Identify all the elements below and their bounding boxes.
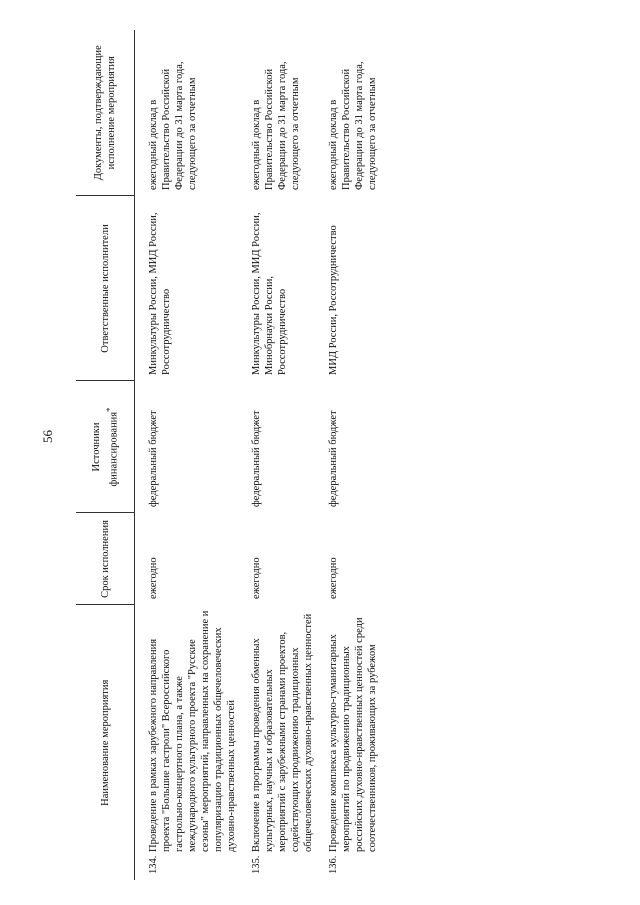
cell-source: федеральный бюджет xyxy=(251,410,262,507)
cell-exec: Минкультуры России, МИД России, Минобрнауки России, Россотрудничество xyxy=(251,212,288,375)
row-number: 136. xyxy=(328,855,339,874)
row-name: Проведение в рамках зарубежного направления проекта "Большие гастроли" Всероссийского гастрольно-концертного плана, а также международного культурного проекта "Русские сезоны" мероприятий, направленных на сохранение и популяризацию традиционных общечеловеческих духовно-нравственных ценностей xyxy=(148,610,237,852)
header-docs: Документы, подтверждающие исполнение мероприятия xyxy=(76,30,135,196)
header-source-mark: * xyxy=(103,407,114,412)
table-header-row xyxy=(76,30,135,880)
page-number: 56 xyxy=(40,430,55,443)
cell-term: ежегодно xyxy=(328,557,339,599)
cell-term: ежегодно xyxy=(148,557,159,599)
cell-exec: МИД России, Россотрудничество xyxy=(328,225,339,375)
table-row xyxy=(135,30,239,880)
header-source-label: Источники финансирования xyxy=(90,411,120,487)
header-exec: Ответственные исполнители xyxy=(76,196,135,381)
cell-source: федеральный бюджет xyxy=(328,410,339,507)
cell-exec: Минкультуры России, МИД России, Россотрудничество xyxy=(148,212,172,375)
cell-docs: ежегодный доклад в Правительство Российской Федерации до 31 марта года, следующего за отчетным xyxy=(148,61,198,190)
cell-docs: ежегодный доклад в Правительство Российской Федерации до 31 марта года, следующего за отчетным xyxy=(251,61,301,190)
cell-docs: ежегодный доклад в Правительство Российской Федерации до 31 марта года, следующего за отчетным xyxy=(328,61,378,190)
table-row xyxy=(315,30,379,880)
row-name: Включение в программы проведения обменных культурных, научных и образовательных мероприятий с зарубежными странами проектов, содействующих продвижению традиционных общечеловеческих духовно-нравственных ценностей xyxy=(251,613,314,852)
cell-term: ежегодно xyxy=(251,557,262,599)
header-source xyxy=(76,381,135,513)
cell-name xyxy=(315,605,379,880)
table-row xyxy=(238,30,315,880)
measures-table xyxy=(76,30,379,880)
row-number: 135. xyxy=(251,855,262,874)
row-number: 134. xyxy=(148,855,159,874)
rotated-page-content xyxy=(76,10,621,880)
header-term: Срок исполнения xyxy=(76,513,135,605)
cell-name xyxy=(135,605,239,880)
row-name: Проведение комплекса культурно-гуманитарных мероприятий по продвижению традиционных российских духовно-нравственных ценностей среди соотечественников, проживающих за рубежом xyxy=(328,617,378,852)
cell-source: федеральный бюджет xyxy=(148,410,159,507)
cell-name xyxy=(238,605,315,880)
header-name: Наименование мероприятия xyxy=(76,605,135,880)
